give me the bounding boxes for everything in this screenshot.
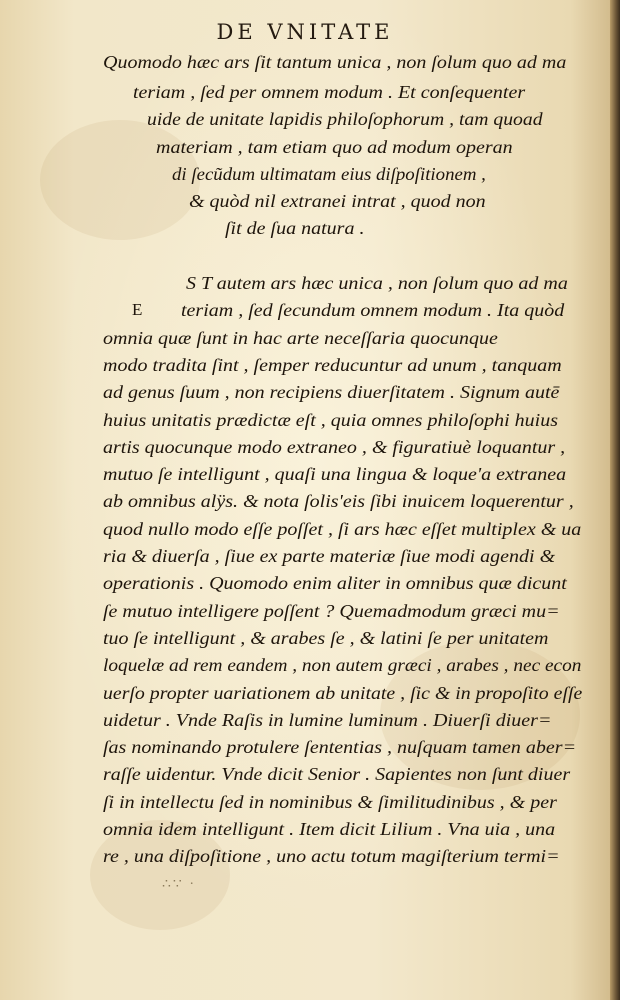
summary-line: ſit de ſua natura .: [225, 218, 365, 238]
body-line: omnia quæ ſunt in hac arte neceſſaria quocunque: [103, 327, 498, 348]
body-line: S T autem ars hæc unica , non ſolum quo ad ma: [186, 273, 568, 293]
summary-line: di ſecũdum ultimatam eius diſpoſitionem ,: [172, 164, 486, 184]
body-line: operationis . Quomodo enim aliter in omnibus quæ dicunt: [103, 573, 567, 594]
body-line: raſſe uidentur. Vnde dicit Senior . Sapientes non ſunt diuer: [103, 764, 571, 785]
summary-line: Quomodo hæc ars ſit tantum unica , non ſolum quo ad ma: [103, 52, 567, 72]
body-line: uerſo propter uariationem ab unitate , ſic & in propoſito eſſe: [103, 682, 583, 703]
summary-line: teriam , ſed per omnem modum . Et conſequenter: [133, 82, 526, 102]
summary-line: materiam , tam etiam quo ad modum operan: [156, 137, 513, 157]
body-line: quod nullo modo eſſe poſſet , ſi ars hæc eſſet multiplex & ua: [103, 518, 582, 539]
body-line: ſi in intellectu ſed in nominibus & ſimilitudinibus , & per: [103, 791, 557, 812]
body-line: ſas nominando protulere ſententias , nuſquam tamen aber=: [103, 737, 577, 758]
body-line: ab omnibus alÿs. & nota ſolis'eis ſibi inuicem loquerentur ,: [103, 491, 574, 512]
summary-line: uide de unitate lapidis philoſophorum , tam quoad: [147, 109, 543, 129]
body-line: mutuo ſe intelligunt , quaſi una lingua & loque'a extranea: [103, 464, 567, 485]
body-line: loquelæ ad rem eandem , non autem græci , arabes , nec econ: [103, 655, 582, 676]
initial-letter: E: [132, 300, 143, 319]
body-line: uidetur . Vnde Raſis in lumine luminum . Diuerſi diuer=: [103, 709, 552, 730]
body-line: ſe mutuo intelligere poſſent ? Quemadmodum græci mu=: [103, 600, 560, 621]
body-line: ad genus ſuum , non recipiens diuerſitatem . Signum autē: [103, 382, 560, 403]
body-line: omnia idem intelligunt . Item dicit Lilium . Vna uia , una: [103, 819, 556, 839]
body-line: huius unitatis prædictæ eſt , quia omnes philoſophi huius: [103, 409, 559, 430]
page-spine-edge: [610, 0, 620, 1000]
body-line: artis quocunque modo extraneo , & figuratiuè loquantur ,: [103, 436, 566, 457]
body-line: tuo ſe intelligunt , & arabes ſe , & latini ſe per unitatem: [103, 627, 549, 648]
catchword: ∴∵ ·: [162, 877, 196, 892]
body-line: re , una diſpoſitione , uno actu totum magiſterium termi=: [103, 846, 560, 867]
body-line: ria & diuerſa , ſiue ex parte materiæ ſiue modi agendi &: [103, 546, 556, 566]
body-line: teriam , ſed ſecundum omnem modum . Ita quòd: [181, 300, 565, 321]
summary-line: & quòd nil extranei intrat , quod non: [189, 191, 486, 211]
body-line: modo tradita ſint , ſemper reducuntur ad unum , tanquam: [103, 354, 562, 375]
running-header: DE VNITATE: [216, 20, 394, 44]
